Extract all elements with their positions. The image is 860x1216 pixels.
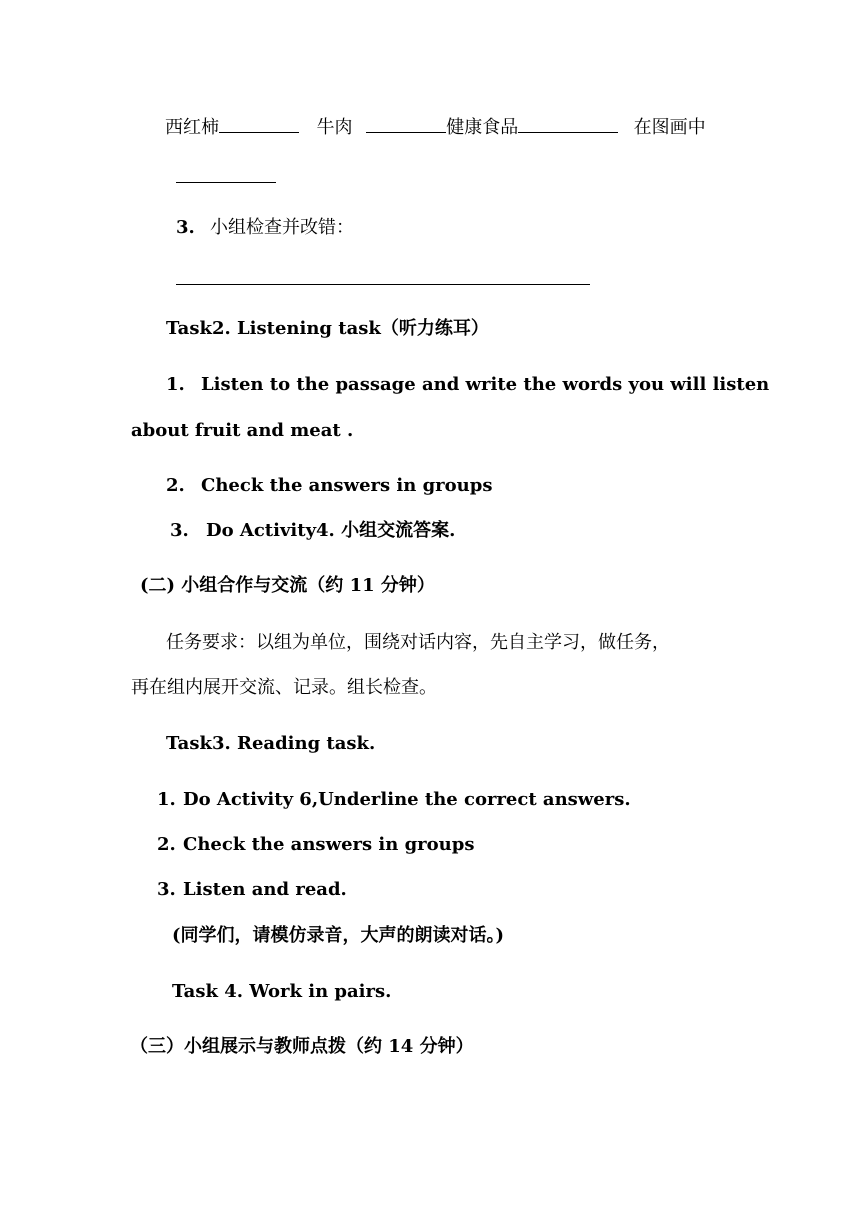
task2-item-2: 2. Check the answers in groups [166,475,493,496]
task3-item-2: 2. Check the answers in groups [157,834,475,855]
group-check-number: 3. [176,217,195,238]
task3-item-3: 3. Listen and read. [157,879,347,900]
correction-blank[interactable] [176,266,590,285]
section2-requirement-line1: 任务要求：以组为单位，围绕对话内容，先自主学习，做任务， [166,632,670,653]
vocab-in-picture: 在图画中 [633,117,706,138]
blank-tomato[interactable] [219,114,299,133]
vocab-beef: 牛肉 [316,117,353,138]
section2-heading: (二) 小组合作与交流（约 11 分钟） [140,575,435,596]
task2-item-1: 1. Listen to the passage and write the words you will listen [166,374,770,395]
blank-in-picture[interactable] [176,164,276,183]
task2-title: Task2. Listening task（听力练耳） [166,318,489,339]
section3-heading: （三）小组展示与教师点拨（约 14 分钟） [130,1036,474,1057]
task3-title: Task3. Reading task. [166,733,376,754]
vocab-line [165,114,706,140]
group-check-line [176,216,354,240]
task2-item-1-cont: about fruit and meat . [131,420,354,441]
section2-requirement-line2: 再在组内展开交流、记录。组长检查。 [131,677,437,698]
blank-healthy-food[interactable] [518,114,618,133]
task3-item-1: 1. Do Activity 6,Underline the correct answers. [157,789,631,810]
blank-beef[interactable] [366,114,446,133]
vocab-healthy-food: 健康食品 [446,117,519,138]
task4-title: Task 4. Work in pairs. [172,981,392,1002]
task2-item-3: 3. Do Activity4. 小组交流答案. [170,520,456,541]
group-check-text: 小组检查并改错： [210,217,354,238]
task3-note: (同学们，请模仿录音，大声的朗读对话。) [172,925,505,946]
vocab-tomato: 西红柿 [165,117,219,138]
